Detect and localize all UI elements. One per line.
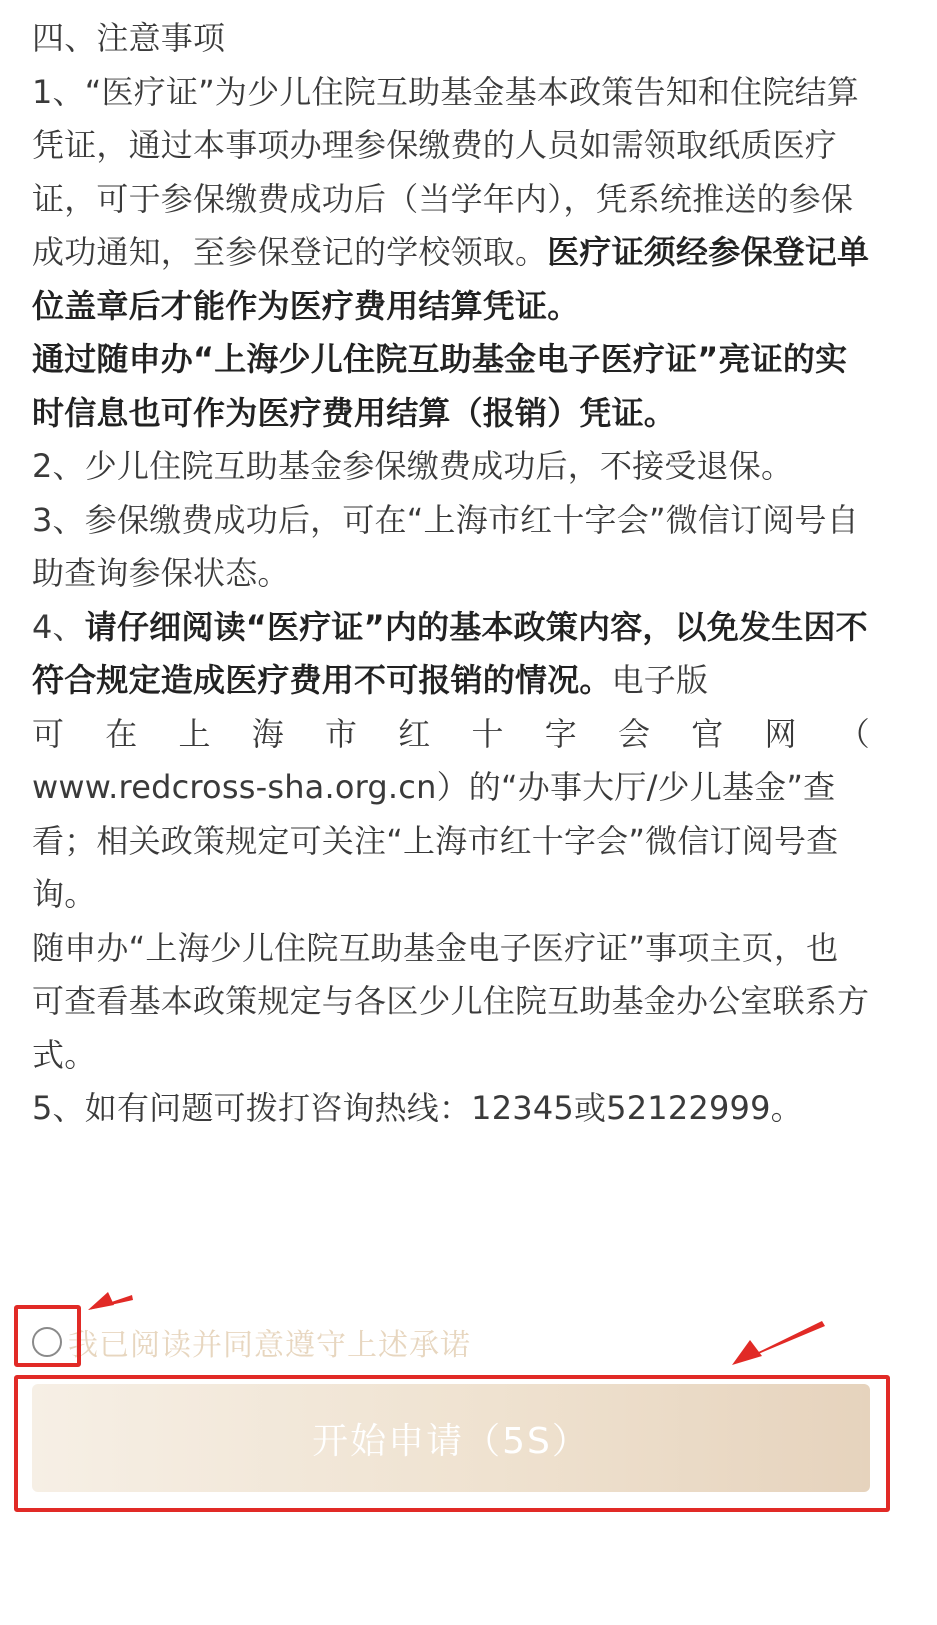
justified-char: （ [837, 714, 870, 753]
notice-item-4-number: 4、 [32, 607, 85, 646]
notice-item-1-emphasis: 医疗证须经参保登记单位盖章后才能作为医疗费用结算凭证。 [32, 233, 870, 325]
notice-item-4 [32, 601, 870, 708]
notice-item-4-text: 电子版 [611, 661, 709, 699]
justified-char: 会 [618, 714, 651, 753]
notice-item-1 [32, 66, 870, 334]
notice-section [32, 12, 870, 1136]
justified-char: 海 [251, 714, 284, 753]
justified-char: 可 [32, 714, 65, 753]
justified-char: 在 [105, 714, 138, 753]
notice-heading: 四、注意事项 [32, 19, 226, 57]
notice-item-4-justified-line [32, 708, 870, 762]
agreement-radio[interactable] [32, 1327, 62, 1357]
notice-item-2: 2、少儿住院互助基金参保缴费成功后，不接受退保。 [32, 447, 794, 485]
justified-char: 上 [178, 714, 211, 753]
justified-char: 字 [544, 714, 577, 753]
justified-char: 市 [325, 714, 358, 753]
justified-char: 红 [398, 714, 431, 753]
notice-item-4-website: www.redcross-sha.org.cn）的“办事大厅/少儿基金”查看；相关政策规定可关注“上海市红十字会”微信订阅号查询。 [32, 768, 839, 913]
start-application-button[interactable]: 开始申请（5S） [32, 1384, 870, 1492]
notice-item-3: 3、参保缴费成功后，可在“上海市红十字会”微信订阅号自助查询参保状态。 [32, 500, 859, 592]
agreement-row[interactable] [32, 1317, 471, 1367]
notice-item-5: 5、如有问题可拨打咨询热线：12345或52122999。 [32, 1089, 803, 1127]
notice-item-1-text: 1、“医疗证”为少儿住院互助基金基本政策告知和住院结算凭证，通过本事项办理参保缴费的人员如需领取纸质医疗证，可于参保缴费成功后（当学年内），凭系统推送的参保成功通知，至参保登记的学校领取。 [32, 72, 859, 271]
agreement-label[interactable]: 我已阅读并同意遵守上述承诺 [68, 1328, 471, 1363]
notice-item-4-emphasis: 请仔细阅读“医疗证”内的基本政策内容，以免发生因不符合规定造成医疗费用不可报销的情况。 [32, 607, 868, 699]
justified-char: 官 [691, 714, 724, 753]
notice-item-4-homepage: 随申办“上海少儿住院互助基金电子医疗证”事项主页，也可查看基本政策规定与各区少儿住院互助基金办公室联系方式。 [32, 928, 870, 1074]
notice-item-1-digital-card: 通过随申办“上海少儿住院互助基金电子医疗证”亮证的实时信息也可作为医疗费用结算（报销）凭证。 [32, 340, 848, 432]
justified-char: 网 [764, 714, 797, 753]
justified-char: 十 [471, 714, 504, 753]
